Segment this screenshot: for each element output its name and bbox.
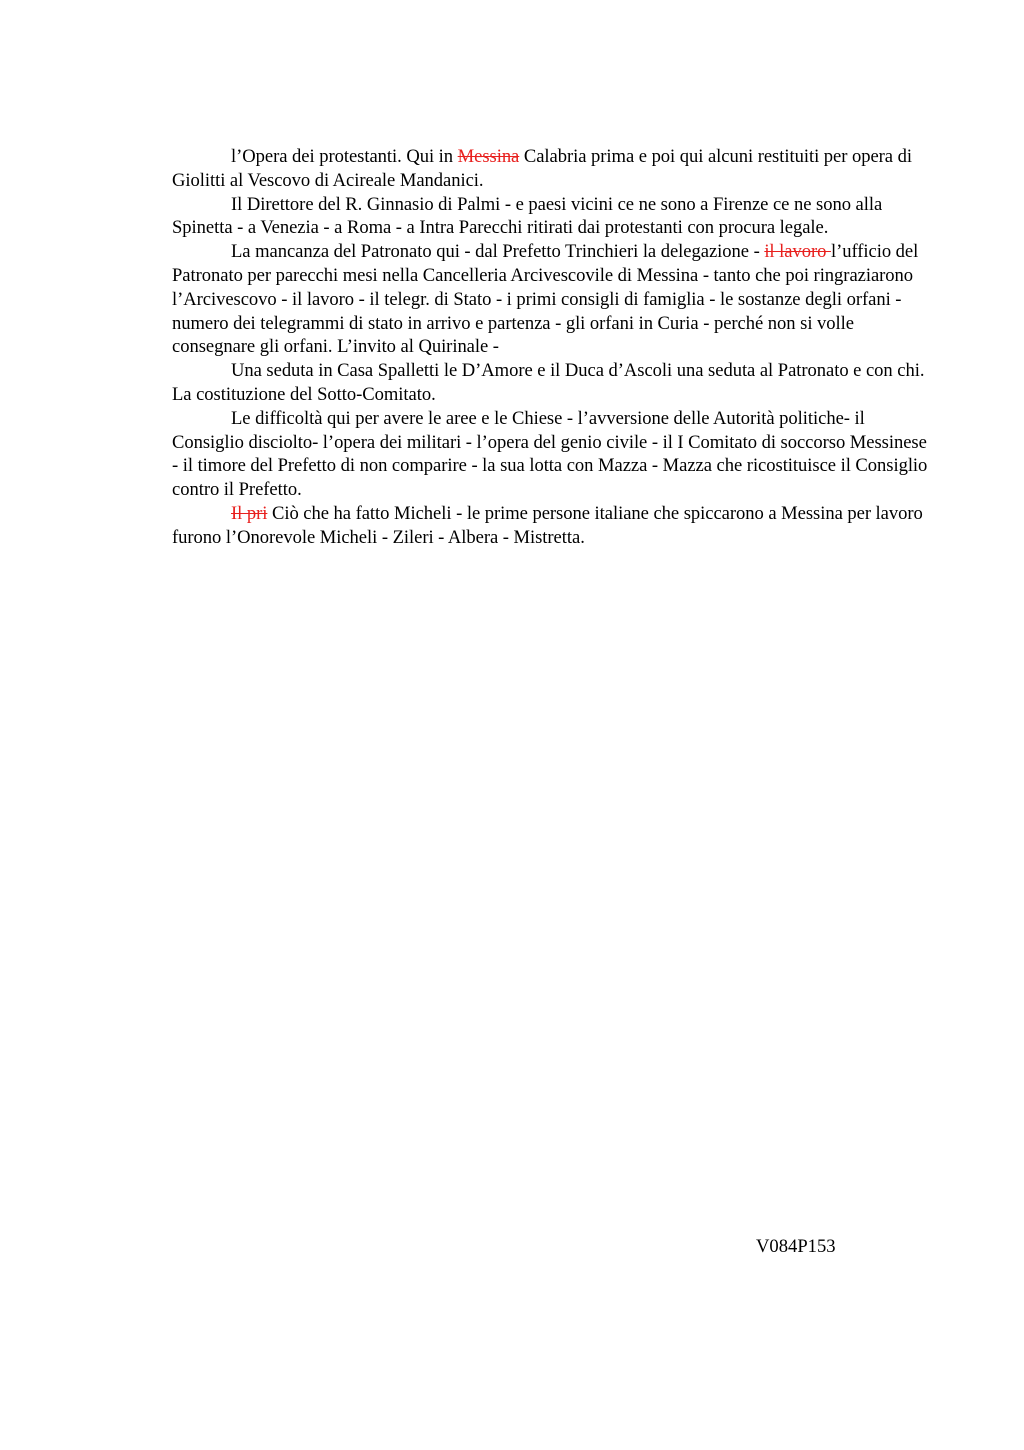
paragraph-5 xyxy=(172,407,932,502)
deleted-text: il lavoro xyxy=(764,241,831,263)
page-code: V084P153 xyxy=(756,1236,836,1257)
paragraph-4 xyxy=(172,359,932,407)
text-segment: l’Opera dei protestanti. Qui in xyxy=(231,146,458,167)
document-body xyxy=(172,145,932,550)
text-segment: Le difficoltà qui per avere le aree e le Chiese - l’avversione delle Autorità politiche- il Consiglio disciolto- l’opera dei militari - l’opera del genio civile - il I Comitato di soccorso Messinese - il timore del Prefetto di non comparire - la sua lotta con Mazza - Mazza che ricostituisce il Consiglio contro il Prefetto. xyxy=(172,407,928,501)
paragraph-1 xyxy=(172,145,932,193)
text-segment: Il Direttore del R. Ginnasio di Palmi - e paesi vicini ce ne sono a Firenze ce ne sono alla Spinetta - a Venezia - a Roma - a Intra Parecchi ritirati dai protestanti con procura legale. xyxy=(172,193,883,239)
text-segment: Calabria prima e poi qui alcuni restituiti per opera di Giolitti al Vescovo di Acireale Mandanici. xyxy=(172,146,912,191)
text-segment: l’ufficio del Patronato per parecchi mesi nella Cancelleria Arcivescovile di Messina - tanto che poi ringraziarono l’Arcivescovo - il lavoro - il telegr. di Stato - i primi consigli di famiglia - le sostanze degli orfani - numero dei telegrammi di stato in arrivo e partenza - gli orfani in Curia - perché non si volle consegnare gli orfani. L’invito al Quirinale - xyxy=(172,241,919,358)
paragraph-6 xyxy=(172,502,932,550)
deleted-text: Il pri xyxy=(231,502,268,524)
text-segment: La mancanza del Patronato qui - dal Prefetto Trinchieri la delegazione - xyxy=(231,241,765,263)
text-segment: Una seduta in Casa Spalletti le D’Amore e il Duca d’Ascoli una seduta al Patronato e con chi. La costituzione del Sotto-Comitato. xyxy=(172,360,925,405)
paragraph-3 xyxy=(172,240,932,359)
paragraph-2 xyxy=(172,193,932,241)
text-segment: Ciò che ha fatto Micheli - le prime persone italiane che spiccarono a Messina per lavoro furono l’Onorevole Micheli - Zileri - Albera - Mistretta. xyxy=(172,502,923,548)
deleted-text: Messina xyxy=(457,146,520,167)
